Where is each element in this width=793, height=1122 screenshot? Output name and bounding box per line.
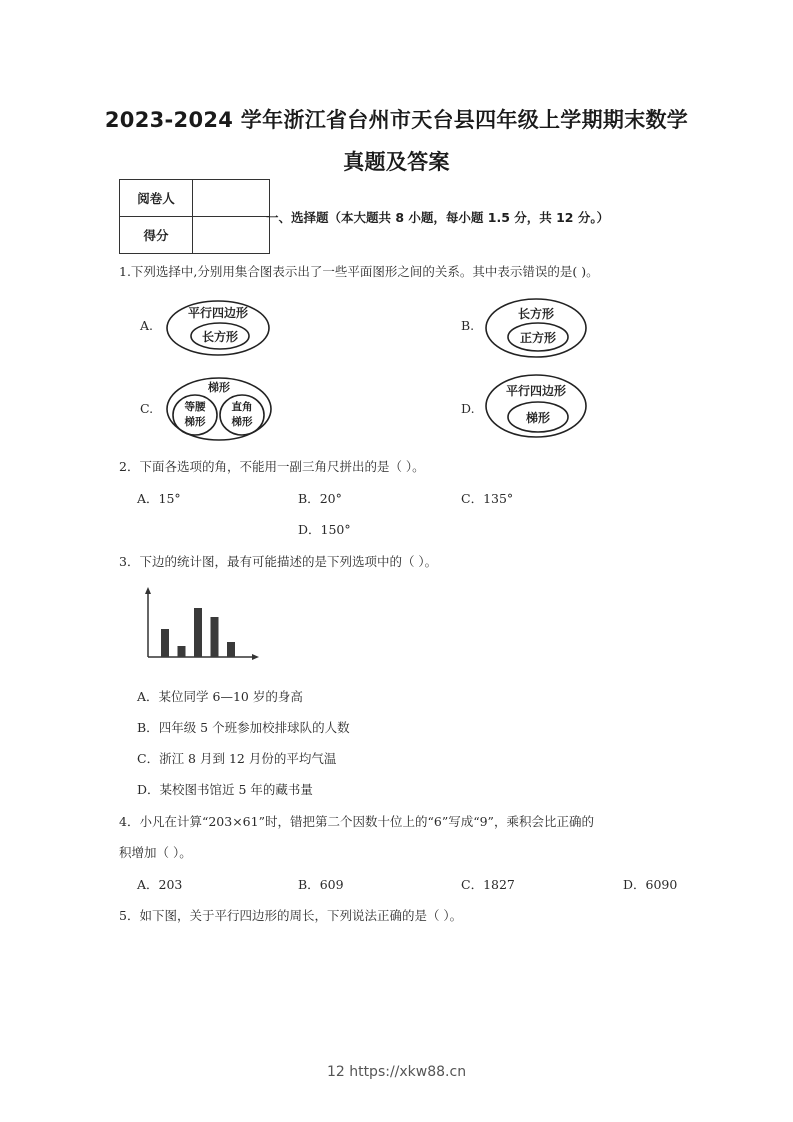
q3-option-a-value: 某位同学 6—10 岁的身高 — [158, 689, 303, 704]
q3-option-c-letter: C． — [137, 751, 160, 766]
question-2-text: 2．下面各选项的角，不能用一副三角尺拼出的是（ ）。 — [119, 459, 425, 474]
q4-option-a-value: 203 — [158, 877, 183, 892]
q4-option-d-value: 6090 — [645, 877, 678, 892]
q1-option-d-letter: D. — [461, 401, 475, 416]
q2-option-a — [137, 489, 181, 507]
q2-option-b — [298, 489, 342, 507]
q2-option-a-letter: A． — [137, 491, 159, 506]
q1-d-outer-label: 平行四边形 — [505, 384, 567, 398]
q4-option-a-letter: A． — [137, 877, 159, 892]
q2-option-b-value: 20° — [319, 491, 342, 506]
q3-option-a — [137, 687, 303, 705]
q2-option-c-value: 135° — [483, 491, 514, 506]
q3-option-b-letter: B． — [137, 720, 159, 735]
chart-bar-5 — [227, 642, 235, 657]
q1-option-a-venn-diagram — [164, 298, 272, 358]
question-4-text-line1: 4．小凡在计算“203×61”时，错把第二个因数十位上的“6”写成“9”，乘积会比正确的 — [119, 814, 594, 829]
q1-option-c-venn-diagram — [164, 374, 274, 442]
q2-option-d-value: 150° — [320, 522, 351, 537]
q1-option-d-venn-diagram — [483, 372, 589, 440]
q2-option-c — [461, 489, 513, 507]
q4-option-c-value: 1827 — [483, 877, 515, 892]
q4-option-c — [461, 875, 515, 893]
q1-b-outer-label: 长方形 — [517, 307, 555, 321]
q1-option-c-letter: C. — [140, 401, 154, 416]
q4-option-d — [623, 875, 677, 893]
question-5-text: 5．如下图，关于平行四边形的周长，下列说法正确的是（ ）。 — [119, 908, 463, 923]
q4-option-b — [298, 875, 344, 893]
chart-bars — [161, 608, 235, 657]
q2-option-c-letter: C． — [461, 491, 484, 506]
page-footer: 12 https://xkw88.cn — [326, 1064, 467, 1080]
q1-d-inner-label: 梯形 — [525, 411, 551, 425]
q3-option-d — [137, 780, 313, 798]
score-table-row-reviewer — [120, 180, 270, 217]
score-value-cell[interactable] — [193, 217, 270, 254]
q3-option-c-value: 浙江 8 月到 12 月份的平均气温 — [159, 751, 337, 766]
chart-bar-4 — [211, 617, 219, 657]
q1-c-inner-label-1a: 等腰 — [184, 401, 206, 413]
q3-option-d-value: 某校图书馆近 5 年的藏书量 — [159, 782, 313, 797]
q3-option-a-letter: A． — [137, 689, 159, 704]
q1-c-inner-label-2a: 直角 — [231, 401, 253, 413]
reviewer-value-cell[interactable] — [193, 180, 270, 217]
q1-c-inner-label-2b: 梯形 — [231, 416, 253, 428]
q2-option-d-letter: D． — [298, 522, 321, 537]
question-1-text: 1.下列选择中,分别用集合图表示出了一些平面图形之间的关系。其中表示错误的是( )。 — [119, 264, 599, 279]
document-title-line1: 2023-2024 学年浙江省台州市天台县四年级上学期期末数学 — [104, 108, 689, 132]
score-table — [119, 179, 270, 254]
q1-option-a-letter: A. — [140, 318, 154, 333]
q4-option-b-value: 609 — [319, 877, 344, 892]
score-table-row-score — [120, 217, 270, 254]
q1-a-inner-label: 长方形 — [201, 330, 239, 344]
q3-option-d-letter: D． — [137, 782, 160, 797]
q3-option-b-value: 四年级 5 个班参加校排球队的人数 — [158, 720, 350, 735]
q3-option-c — [137, 749, 336, 767]
q3-option-b — [137, 718, 350, 736]
section-1-heading: 一、选择题（本大题共 8 小题，每小题 1.5 分，共 12 分。） — [266, 210, 610, 225]
document-title-line2: 真题及答案 — [343, 150, 450, 174]
chart-bar-1 — [161, 629, 169, 657]
q2-option-b-letter: B． — [298, 491, 320, 506]
score-label: 得分 — [120, 217, 193, 254]
q4-option-b-letter: B． — [298, 877, 320, 892]
question-3-text: 3．下边的统计图，最有可能描述的是下列选项中的（ ）。 — [119, 554, 438, 569]
q1-c-inner-label-1b: 梯形 — [184, 416, 206, 428]
q4-option-a — [137, 875, 182, 893]
chart-bar-2 — [178, 646, 186, 657]
q4-option-d-letter: D． — [623, 877, 646, 892]
q1-option-b-letter: B. — [461, 318, 475, 333]
chart-x-axis-arrow-icon — [252, 654, 259, 660]
q4-option-c-letter: C． — [461, 877, 484, 892]
chart-bar-3 — [194, 608, 202, 657]
q2-option-d — [298, 520, 351, 538]
q2-option-a-value: 15° — [158, 491, 181, 506]
question-4-text-line2: 积增加（ ）。 — [119, 845, 192, 860]
q1-b-inner-label: 正方形 — [519, 331, 557, 345]
q1-a-outer-label: 平行四边形 — [187, 306, 249, 320]
q1-c-outer-label: 梯形 — [208, 381, 230, 394]
reviewer-label: 阅卷人 — [120, 180, 193, 217]
chart-y-axis-arrow-icon — [145, 587, 151, 594]
q3-bar-chart — [140, 585, 270, 665]
q1-option-b-venn-diagram — [483, 296, 589, 360]
